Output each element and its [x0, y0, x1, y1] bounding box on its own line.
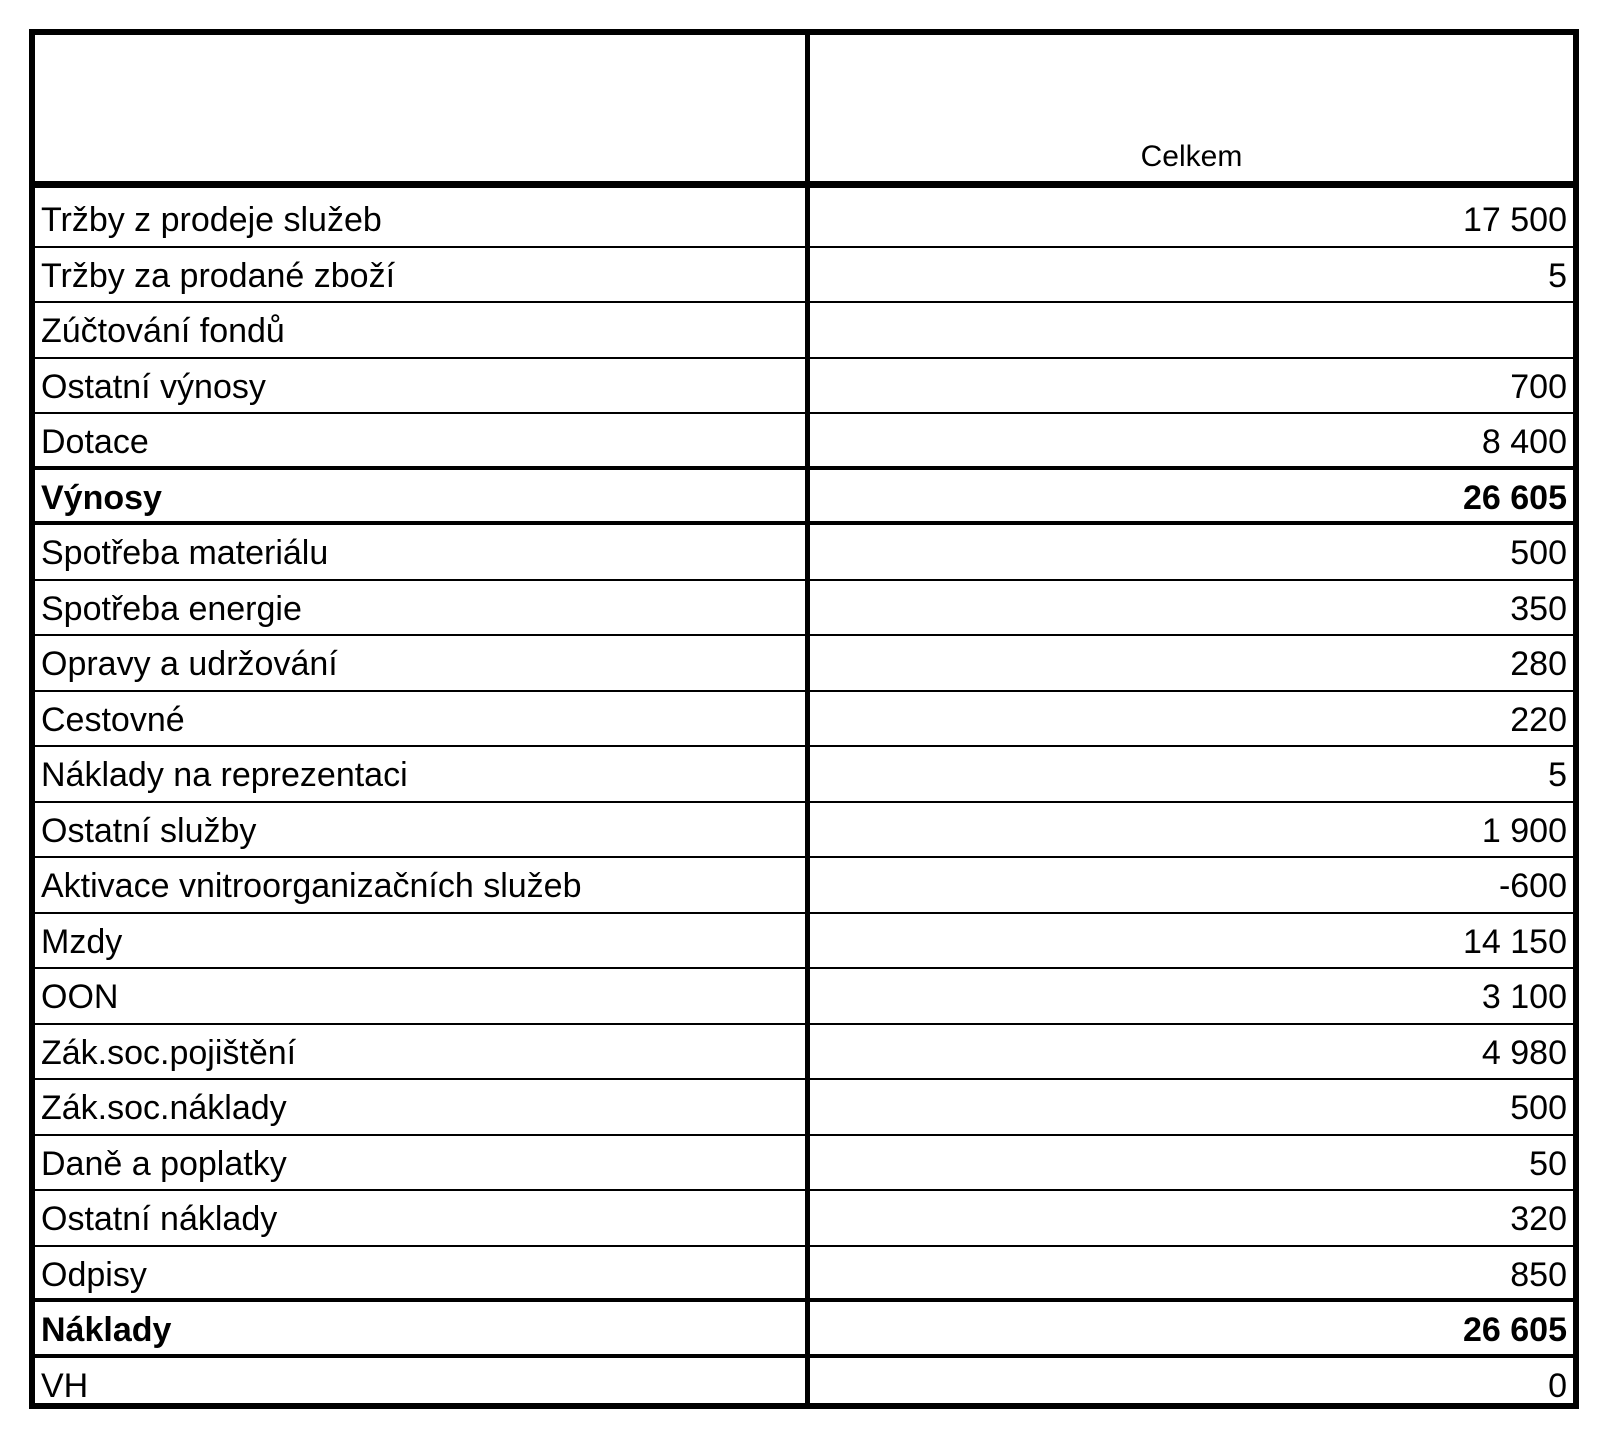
- table-row: [35, 747, 1573, 803]
- table-row: [35, 1302, 1573, 1358]
- table-row: [35, 914, 1573, 970]
- table-row: [35, 414, 1573, 470]
- row-value: 500: [1510, 1089, 1567, 1127]
- row-label: Tržby za prodané zboží: [41, 256, 396, 295]
- row-label: Zúčtování fondů: [41, 312, 285, 350]
- row-value: 220: [1510, 700, 1567, 739]
- row-value: 500: [1510, 534, 1567, 572]
- row-label: Náklady: [41, 1311, 172, 1349]
- table-row: [35, 858, 1573, 914]
- row-label: Ostatní výnosy: [41, 367, 266, 406]
- row-value: 0: [1548, 1366, 1567, 1405]
- table-row: [35, 1136, 1573, 1192]
- table-row: [35, 581, 1573, 637]
- row-label: VH: [41, 1366, 89, 1405]
- row-label: Zák.soc.náklady: [41, 1089, 287, 1127]
- row-label: Odpisy: [41, 1255, 147, 1294]
- row-value: 1 900: [1481, 811, 1567, 850]
- row-label: OON: [41, 978, 119, 1016]
- row-value: 4 980: [1481, 1033, 1567, 1072]
- table-row: [35, 470, 1573, 526]
- row-value: 5: [1548, 256, 1567, 295]
- table-row: [35, 248, 1573, 304]
- row-value: 5: [1548, 756, 1567, 794]
- row-value: 8 400: [1481, 423, 1567, 461]
- table-row: [35, 969, 1573, 1025]
- row-label: Mzdy: [41, 922, 123, 961]
- row-value: -600: [1498, 867, 1567, 905]
- row-label: Dotace: [41, 423, 149, 461]
- table-row: [35, 303, 1573, 359]
- table-row: [35, 636, 1573, 692]
- row-label: Zák.soc.pojištění: [41, 1033, 297, 1072]
- row-value: 14 150: [1463, 922, 1567, 961]
- financial-table: [29, 29, 1579, 1409]
- table-row: [35, 1191, 1573, 1247]
- row-label: Výnosy: [41, 478, 162, 517]
- row-label: Ostatní služby: [41, 811, 257, 850]
- table-header: [35, 35, 1573, 188]
- row-label: Spotřeba materiálu: [41, 534, 329, 572]
- row-label: Cestovné: [41, 700, 185, 739]
- table-row: [35, 803, 1573, 859]
- table-row: [35, 1358, 1573, 1414]
- row-label: Tržby z prodeje služeb: [41, 201, 382, 239]
- table-row: [35, 359, 1573, 415]
- table-row: [35, 1080, 1573, 1136]
- row-value: 850: [1510, 1255, 1567, 1294]
- row-label: Ostatní náklady: [41, 1200, 278, 1238]
- row-label: Opravy a udržování: [41, 645, 338, 683]
- table-row: [35, 192, 1573, 248]
- table-row: [35, 692, 1573, 748]
- row-label: Spotřeba energie: [41, 589, 302, 628]
- row-value: 280: [1510, 645, 1567, 683]
- row-value: 26 605: [1463, 478, 1567, 517]
- table-row: [35, 1247, 1573, 1303]
- row-value: 700: [1510, 367, 1567, 406]
- row-value: 350: [1510, 589, 1567, 628]
- row-label: Aktivace vnitroorganizačních služeb: [41, 867, 582, 905]
- row-value: 17 500: [1463, 201, 1567, 239]
- column-header-celkem: Celkem: [1140, 140, 1243, 173]
- row-value: 26 605: [1463, 1311, 1567, 1349]
- table-row: [35, 525, 1573, 581]
- row-value: 50: [1529, 1144, 1567, 1183]
- row-label: Daně a poplatky: [41, 1144, 287, 1183]
- row-label: Náklady na reprezentaci: [41, 756, 408, 794]
- table-body: [35, 192, 1573, 1413]
- table-row: [35, 1025, 1573, 1081]
- row-value: 320: [1510, 1200, 1567, 1238]
- row-value: 3 100: [1481, 978, 1567, 1016]
